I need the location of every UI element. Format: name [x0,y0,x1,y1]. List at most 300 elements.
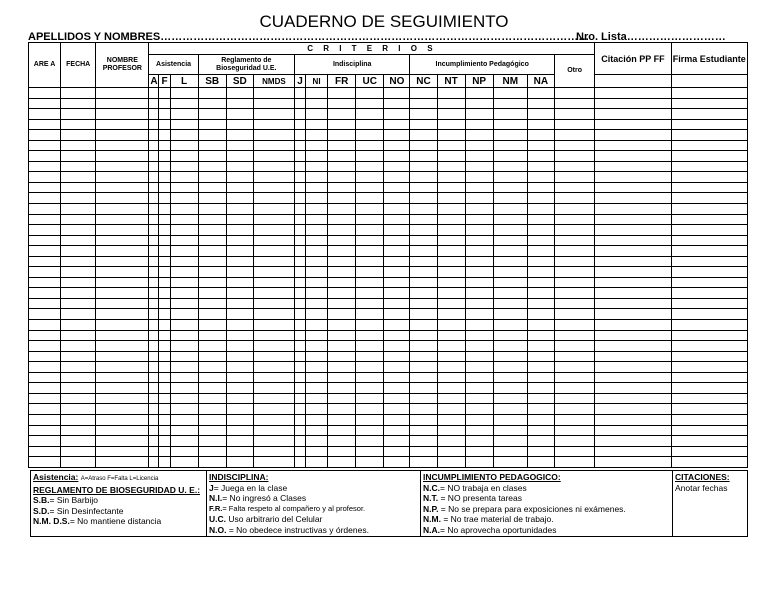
table-cell[interactable] [198,277,226,288]
table-cell[interactable] [149,130,159,141]
table-cell[interactable] [328,88,356,99]
table-cell[interactable] [465,88,493,99]
table-cell[interactable] [253,193,294,204]
table-cell[interactable] [356,161,384,172]
table-cell[interactable] [554,330,594,341]
table-cell[interactable] [465,182,493,193]
table-cell[interactable] [527,330,554,341]
table-cell[interactable] [170,225,198,236]
table-cell[interactable] [356,383,384,394]
table-cell[interactable] [410,193,437,204]
table-cell[interactable] [29,330,61,341]
table-cell[interactable] [29,246,61,257]
table-cell[interactable] [671,320,747,331]
table-cell[interactable] [671,172,747,183]
table-cell[interactable] [410,256,437,267]
table-cell[interactable] [493,330,527,341]
table-cell[interactable] [465,446,493,457]
table-cell[interactable] [465,362,493,373]
table-cell[interactable] [595,320,671,331]
table-cell[interactable] [149,383,159,394]
table-cell[interactable] [29,457,61,468]
table-cell[interactable] [356,214,384,225]
table-cell[interactable] [159,362,170,373]
table-cell[interactable] [294,351,305,362]
table-cell[interactable] [410,446,437,457]
table-cell[interactable] [493,446,527,457]
table-cell[interactable] [159,140,170,151]
table-cell[interactable] [410,182,437,193]
table-cell[interactable] [149,425,159,436]
table-cell[interactable] [198,246,226,257]
table-cell[interactable] [198,172,226,183]
table-cell[interactable] [554,414,594,425]
table-cell[interactable] [328,341,356,352]
table-cell[interactable] [253,204,294,215]
table-cell[interactable] [595,161,671,172]
table-cell[interactable] [493,372,527,383]
table-cell[interactable] [527,172,554,183]
table-cell[interactable] [384,256,410,267]
table-cell[interactable] [554,182,594,193]
table-cell[interactable] [356,446,384,457]
table-cell[interactable] [253,372,294,383]
table-cell[interactable] [493,393,527,404]
table-cell[interactable] [410,383,437,394]
table-cell[interactable] [437,362,465,373]
table-cell[interactable] [159,457,170,468]
table-cell[interactable] [328,246,356,257]
table-cell[interactable] [671,235,747,246]
table-cell[interactable] [384,341,410,352]
table-cell[interactable] [306,214,328,225]
table-cell[interactable] [410,98,437,109]
table-cell[interactable] [356,393,384,404]
table-cell[interactable] [437,119,465,130]
table-cell[interactable] [554,351,594,362]
table-cell[interactable] [159,225,170,236]
table-cell[interactable] [61,161,96,172]
table-cell[interactable] [356,246,384,257]
table-cell[interactable] [410,372,437,383]
table-cell[interactable] [465,256,493,267]
table-cell[interactable] [294,161,305,172]
table-cell[interactable] [410,225,437,236]
table-cell[interactable] [294,235,305,246]
table-cell[interactable] [527,341,554,352]
table-cell[interactable] [465,351,493,362]
table-cell[interactable] [96,341,149,352]
table-cell[interactable] [96,119,149,130]
table-cell[interactable] [253,88,294,99]
table-cell[interactable] [170,372,198,383]
table-cell[interactable] [671,277,747,288]
table-cell[interactable] [294,193,305,204]
table-cell[interactable] [61,172,96,183]
table-cell[interactable] [493,161,527,172]
table-cell[interactable] [328,362,356,373]
table-cell[interactable] [226,404,253,415]
table-cell[interactable] [527,414,554,425]
table-cell[interactable] [159,351,170,362]
table-cell[interactable] [306,372,328,383]
table-cell[interactable] [198,288,226,299]
table-cell[interactable] [159,277,170,288]
table-cell[interactable] [226,393,253,404]
table-cell[interactable] [306,425,328,436]
table-cell[interactable] [595,182,671,193]
table-cell[interactable] [410,130,437,141]
table-cell[interactable] [527,362,554,373]
table-cell[interactable] [527,267,554,278]
table-cell[interactable] [149,330,159,341]
table-cell[interactable] [437,172,465,183]
table-cell[interactable] [554,446,594,457]
table-cell[interactable] [493,267,527,278]
table-cell[interactable] [170,98,198,109]
table-cell[interactable] [554,383,594,394]
table-cell[interactable] [328,214,356,225]
table-cell[interactable] [226,277,253,288]
table-cell[interactable] [149,140,159,151]
table-cell[interactable] [29,109,61,120]
table-cell[interactable] [159,341,170,352]
table-cell[interactable] [61,256,96,267]
table-cell[interactable] [159,98,170,109]
table-cell[interactable] [384,362,410,373]
table-cell[interactable] [306,320,328,331]
table-cell[interactable] [493,298,527,309]
table-cell[interactable] [61,309,96,320]
table-cell[interactable] [294,246,305,257]
table-cell[interactable] [253,235,294,246]
table-cell[interactable] [294,214,305,225]
table-cell[interactable] [328,298,356,309]
table-cell[interactable] [294,277,305,288]
table-cell[interactable] [527,277,554,288]
table-cell[interactable] [437,383,465,394]
table-cell[interactable] [159,130,170,141]
table-cell[interactable] [356,119,384,130]
table-cell[interactable] [410,393,437,404]
table-cell[interactable] [61,267,96,278]
table-cell[interactable] [198,235,226,246]
table-cell[interactable] [198,182,226,193]
table-cell[interactable] [294,140,305,151]
table-cell[interactable] [554,235,594,246]
table-cell[interactable] [226,330,253,341]
table-cell[interactable] [356,288,384,299]
table-cell[interactable] [253,267,294,278]
table-cell[interactable] [149,256,159,267]
table-cell[interactable] [306,161,328,172]
table-cell[interactable] [198,88,226,99]
table-cell[interactable] [410,140,437,151]
table-cell[interactable] [96,182,149,193]
table-cell[interactable] [253,320,294,331]
table-cell[interactable] [356,362,384,373]
table-cell[interactable] [595,446,671,457]
table-cell[interactable] [493,277,527,288]
table-cell[interactable] [96,320,149,331]
table-cell[interactable] [554,98,594,109]
table-cell[interactable] [306,414,328,425]
table-cell[interactable] [410,161,437,172]
table-cell[interactable] [671,351,747,362]
table-cell[interactable] [96,204,149,215]
table-cell[interactable] [465,425,493,436]
table-cell[interactable] [159,404,170,415]
table-cell[interactable] [671,288,747,299]
table-cell[interactable] [159,446,170,457]
table-cell[interactable] [226,214,253,225]
table-cell[interactable] [384,182,410,193]
table-cell[interactable] [198,204,226,215]
table-cell[interactable] [96,140,149,151]
table-cell[interactable] [198,256,226,267]
table-cell[interactable] [149,457,159,468]
table-cell[interactable] [493,214,527,225]
table-cell[interactable] [170,193,198,204]
table-cell[interactable] [356,372,384,383]
table-cell[interactable] [226,151,253,162]
table-cell[interactable] [226,414,253,425]
table-cell[interactable] [294,225,305,236]
table-cell[interactable] [29,341,61,352]
table-cell[interactable] [29,372,61,383]
table-cell[interactable] [294,425,305,436]
table-cell[interactable] [198,457,226,468]
table-cell[interactable] [149,193,159,204]
table-cell[interactable] [198,351,226,362]
table-cell[interactable] [595,351,671,362]
table-cell[interactable] [595,341,671,352]
table-cell[interactable] [226,140,253,151]
table-cell[interactable] [465,161,493,172]
table-cell[interactable] [306,235,328,246]
table-cell[interactable] [554,161,594,172]
table-cell[interactable] [29,267,61,278]
table-cell[interactable] [226,119,253,130]
table-cell[interactable] [96,109,149,120]
table-cell[interactable] [410,235,437,246]
table-cell[interactable] [226,436,253,447]
table-cell[interactable] [356,267,384,278]
table-cell[interactable] [306,330,328,341]
table-cell[interactable] [328,182,356,193]
table-cell[interactable] [384,246,410,257]
table-cell[interactable] [437,235,465,246]
table-cell[interactable] [356,330,384,341]
table-cell[interactable] [306,446,328,457]
table-cell[interactable] [437,446,465,457]
table-cell[interactable] [671,267,747,278]
table-cell[interactable] [149,351,159,362]
table-cell[interactable] [226,267,253,278]
table-cell[interactable] [356,193,384,204]
table-cell[interactable] [493,88,527,99]
table-cell[interactable] [61,225,96,236]
table-cell[interactable] [493,119,527,130]
table-cell[interactable] [198,393,226,404]
table-cell[interactable] [493,225,527,236]
table-cell[interactable] [159,235,170,246]
table-cell[interactable] [595,436,671,447]
table-cell[interactable] [554,298,594,309]
table-cell[interactable] [527,425,554,436]
table-cell[interactable] [527,393,554,404]
table-cell[interactable] [384,88,410,99]
table-cell[interactable] [170,256,198,267]
table-cell[interactable] [671,130,747,141]
table-cell[interactable] [294,372,305,383]
table-cell[interactable] [595,109,671,120]
table-cell[interactable] [29,225,61,236]
table-cell[interactable] [595,98,671,109]
table-cell[interactable] [198,119,226,130]
table-cell[interactable] [198,404,226,415]
table-cell[interactable] [149,151,159,162]
table-cell[interactable] [29,193,61,204]
table-cell[interactable] [306,182,328,193]
table-cell[interactable] [328,119,356,130]
table-cell[interactable] [198,130,226,141]
table-cell[interactable] [595,362,671,373]
table-cell[interactable] [149,235,159,246]
table-cell[interactable] [159,214,170,225]
table-cell[interactable] [294,119,305,130]
table-cell[interactable] [149,267,159,278]
table-cell[interactable] [465,151,493,162]
table-cell[interactable] [170,436,198,447]
table-cell[interactable] [294,151,305,162]
table-cell[interactable] [149,88,159,99]
table-cell[interactable] [595,309,671,320]
table-cell[interactable] [527,235,554,246]
table-cell[interactable] [96,446,149,457]
table-cell[interactable] [306,309,328,320]
table-cell[interactable] [198,383,226,394]
table-cell[interactable] [356,277,384,288]
table-cell[interactable] [671,256,747,267]
table-cell[interactable] [410,320,437,331]
table-cell[interactable] [671,214,747,225]
table-cell[interactable] [595,288,671,299]
table-cell[interactable] [61,98,96,109]
table-cell[interactable] [61,362,96,373]
table-cell[interactable] [410,425,437,436]
table-cell[interactable] [328,256,356,267]
table-cell[interactable] [306,277,328,288]
table-cell[interactable] [527,151,554,162]
table-cell[interactable] [356,404,384,415]
table-cell[interactable] [96,256,149,267]
table-cell[interactable] [437,98,465,109]
table-cell[interactable] [595,235,671,246]
table-cell[interactable] [159,372,170,383]
table-cell[interactable] [527,98,554,109]
table-cell[interactable] [29,446,61,457]
table-cell[interactable] [159,320,170,331]
table-cell[interactable] [61,457,96,468]
table-cell[interactable] [527,288,554,299]
table-cell[interactable] [198,151,226,162]
table-cell[interactable] [384,446,410,457]
table-cell[interactable] [410,119,437,130]
table-cell[interactable] [96,414,149,425]
table-cell[interactable] [159,288,170,299]
table-cell[interactable] [437,161,465,172]
table-cell[interactable] [198,330,226,341]
table-cell[interactable] [29,436,61,447]
table-cell[interactable] [96,425,149,436]
table-cell[interactable] [159,161,170,172]
table-cell[interactable] [61,204,96,215]
table-cell[interactable] [306,383,328,394]
table-cell[interactable] [29,425,61,436]
table-cell[interactable] [226,425,253,436]
table-cell[interactable] [253,446,294,457]
table-cell[interactable] [96,393,149,404]
table-cell[interactable] [170,446,198,457]
table-cell[interactable] [527,383,554,394]
table-cell[interactable] [61,277,96,288]
table-cell[interactable] [465,214,493,225]
table-cell[interactable] [29,151,61,162]
table-cell[interactable] [328,193,356,204]
table-cell[interactable] [253,393,294,404]
table-cell[interactable] [384,225,410,236]
table-cell[interactable] [595,425,671,436]
table-cell[interactable] [198,372,226,383]
table-cell[interactable] [149,446,159,457]
table-cell[interactable] [356,256,384,267]
table-cell[interactable] [170,214,198,225]
table-cell[interactable] [384,457,410,468]
table-cell[interactable] [437,204,465,215]
table-cell[interactable] [159,88,170,99]
table-cell[interactable] [465,225,493,236]
table-cell[interactable] [554,109,594,120]
table-cell[interactable] [226,341,253,352]
table-cell[interactable] [437,109,465,120]
table-cell[interactable] [294,172,305,183]
table-cell[interactable] [159,182,170,193]
table-cell[interactable] [294,393,305,404]
table-cell[interactable] [410,330,437,341]
table-cell[interactable] [527,351,554,362]
table-cell[interactable] [198,98,226,109]
table-cell[interactable] [170,457,198,468]
table-cell[interactable] [671,140,747,151]
table-cell[interactable] [170,288,198,299]
table-cell[interactable] [198,446,226,457]
table-cell[interactable] [29,404,61,415]
table-cell[interactable] [384,172,410,183]
table-cell[interactable] [554,140,594,151]
table-cell[interactable] [253,151,294,162]
table-cell[interactable] [554,362,594,373]
table-cell[interactable] [671,414,747,425]
table-cell[interactable] [29,98,61,109]
table-cell[interactable] [306,204,328,215]
table-cell[interactable] [170,182,198,193]
table-cell[interactable] [306,288,328,299]
table-cell[interactable] [410,309,437,320]
table-cell[interactable] [170,330,198,341]
table-cell[interactable] [294,320,305,331]
table-cell[interactable] [527,109,554,120]
